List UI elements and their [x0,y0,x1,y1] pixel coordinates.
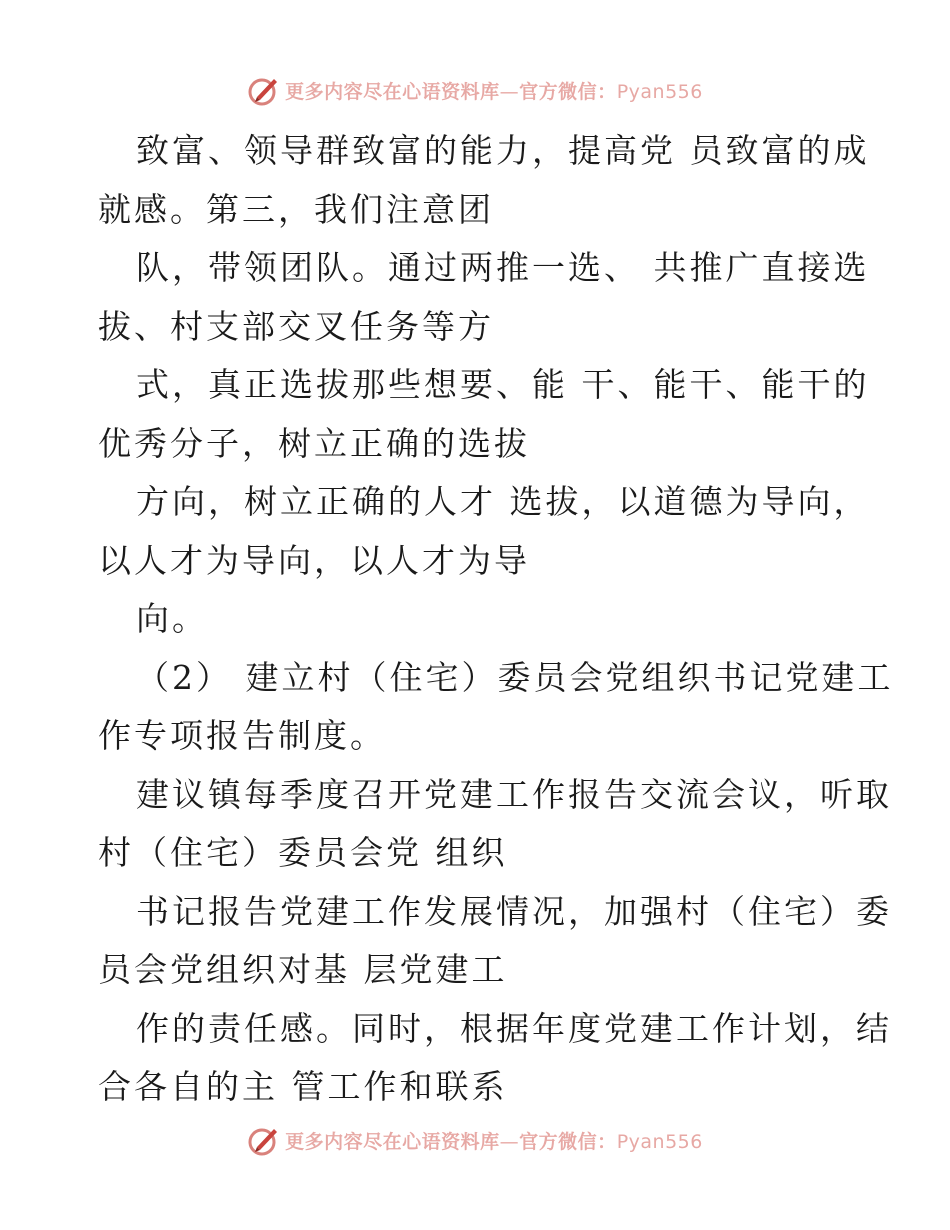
paragraph: 向。 [136,599,208,638]
paragraph: 书记报告党建工作发展情况，加强村（住宅）委 员会党组织对基 层党建工 [98,891,892,989]
quill-pen-icon [247,73,281,107]
header-watermark-banner [0,70,950,110]
paragraph: （2） 建立村（住宅）委员会党组织书记党建工 作专项报告制度。 [98,657,894,755]
paragraph: 式，真正选拔那些想要、能 干、能干、能干的 优秀分子，树立正确的选拔 [98,365,870,463]
paragraph: 队，带领团队。通过两推一选、 共推广直接选 拔、村支部交叉任务等方 [98,248,870,346]
document-body [98,122,894,1117]
header-banner-handle: Pyan556 [616,80,703,103]
header-banner-separator: — [499,80,520,103]
footer-banner-handle: Pyan556 [616,1130,703,1153]
footer-banner-separator: — [499,1130,520,1153]
paragraph: 建议镇每季度召开党建工作报告交流会议，听取 村（住宅）委员会党 组织 [98,774,892,872]
paragraph: 方向，树立正确的人才 选拔，以道德为导向， 以人才为导向，以人才为导 [98,482,870,580]
footer-banner-text: 更多内容尽在心语资料库 [285,1130,500,1153]
footer-watermark-banner [0,1120,950,1160]
paragraph: 致富、领导群致富的能力，提高党 员致富的成 就感。第三，我们注意团 [98,131,870,229]
footer-banner-suffix: 官方微信： [519,1130,617,1153]
header-banner-suffix: 官方微信： [519,80,617,103]
quill-pen-icon [247,1123,281,1157]
paragraph: 作的责任感。同时，根据年度党建工作计划，结 合各自的主 管工作和联系 [98,1008,892,1106]
header-banner-text: 更多内容尽在心语资料库 [285,80,500,103]
